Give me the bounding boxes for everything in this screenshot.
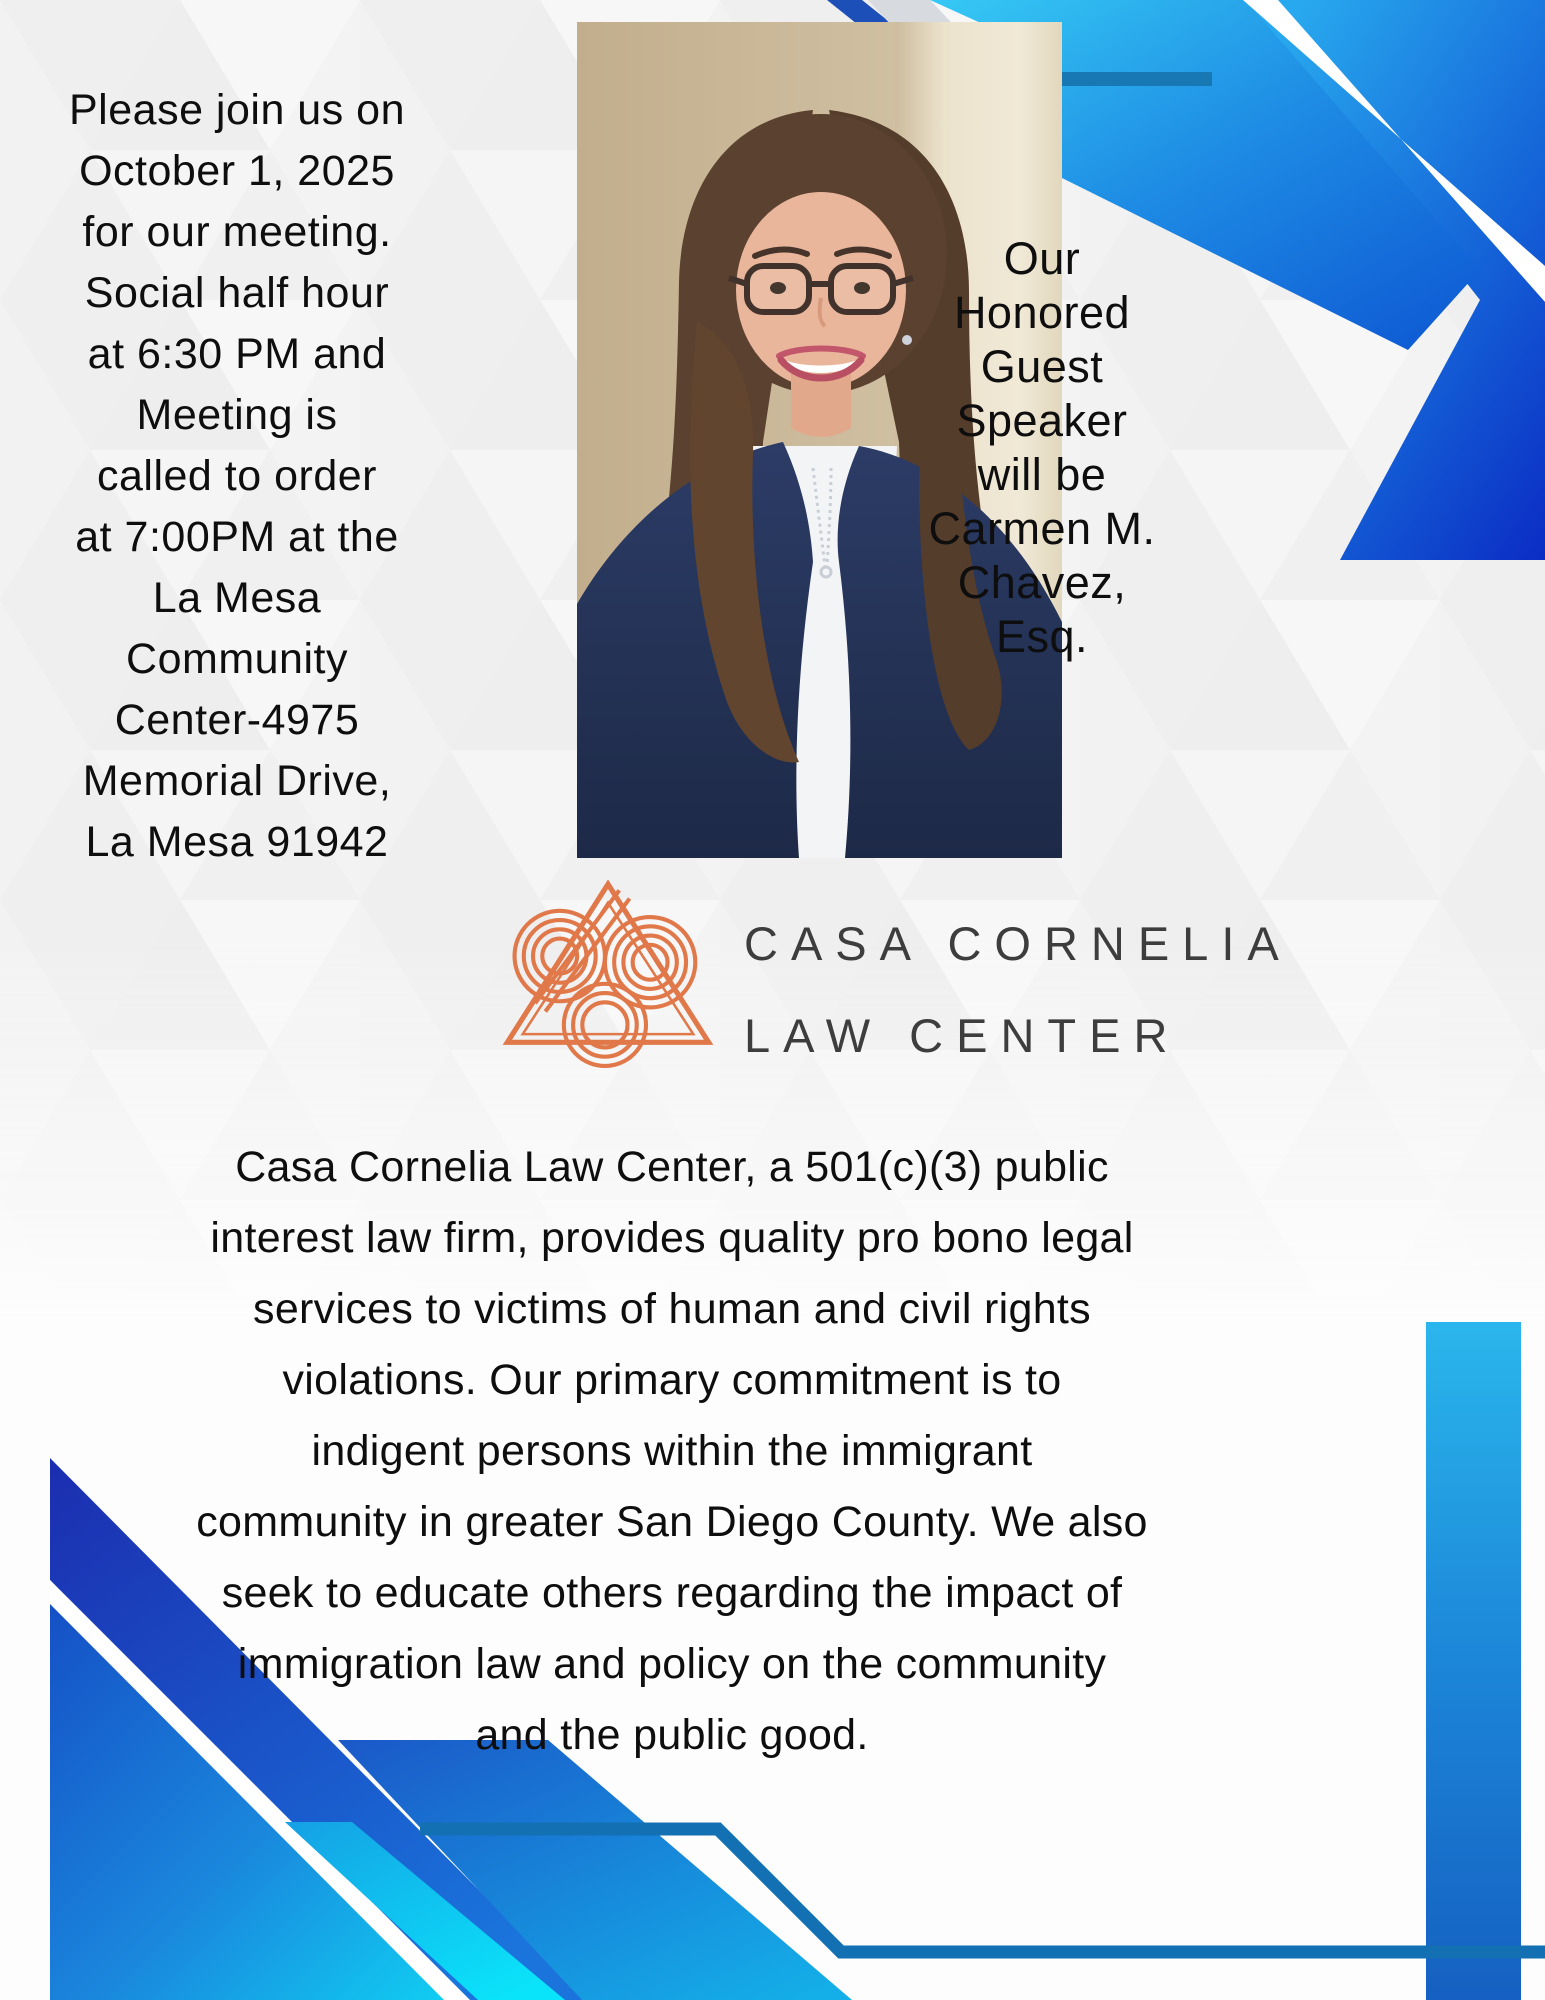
event-line: Meeting is xyxy=(136,391,338,439)
event-line: for our meeting. xyxy=(82,208,392,256)
speaker-line: Chavez, xyxy=(957,557,1127,608)
logo-name-line2: LAW CENTER xyxy=(744,1009,1181,1062)
about-line: indigent persons within the immigrant xyxy=(311,1427,1033,1475)
logo-wordmark xyxy=(744,898,1304,1082)
speaker-line: Carmen M. xyxy=(928,503,1156,554)
event-line: Community xyxy=(126,635,348,683)
event-line: October 1, 2025 xyxy=(79,147,395,195)
speaker-line: Honored xyxy=(953,287,1131,338)
speaker-line: will be xyxy=(977,449,1107,500)
event-line: La Mesa xyxy=(152,574,322,622)
about-line: seek to educate others regarding the impact of xyxy=(221,1569,1123,1617)
event-details-text xyxy=(28,80,446,873)
logo-name-line1: CASA CORNELIA xyxy=(744,917,1292,970)
about-line: community in greater San Diego County. We also xyxy=(196,1498,1148,1546)
event-line: Social half hour xyxy=(84,269,390,317)
about-line: Casa Cornelia Law Center, a 501(c)(3) public xyxy=(235,1143,1109,1191)
event-line: at 7:00PM at the xyxy=(75,513,399,561)
about-line: interest law firm, provides quality pro bono legal xyxy=(210,1214,1134,1262)
event-line: Center-4975 xyxy=(114,696,360,744)
event-line: at 6:30 PM and xyxy=(87,330,387,378)
logo-mark-icon xyxy=(500,878,716,1068)
about-line: services to victims of human and civil rights xyxy=(253,1285,1091,1333)
speaker-line: Our xyxy=(1003,233,1081,284)
event-line: called to order xyxy=(97,452,377,500)
event-line: Please join us on xyxy=(69,86,405,134)
event-line: La Mesa 91942 xyxy=(85,818,389,866)
speaker-announcement-text xyxy=(852,232,1232,664)
about-line: and the public good. xyxy=(475,1711,869,1759)
about-line: violations. Our primary commitment is to xyxy=(282,1356,1062,1404)
speaker-line: Esq. xyxy=(995,611,1089,662)
about-paragraph xyxy=(168,1132,1176,1771)
event-line: Memorial Drive, xyxy=(82,757,392,805)
speaker-line: Guest xyxy=(980,341,1104,392)
about-line: immigration law and policy on the community xyxy=(237,1640,1107,1688)
speaker-line: Speaker xyxy=(956,395,1128,446)
vertical-accent-bar xyxy=(1426,1322,1521,2000)
